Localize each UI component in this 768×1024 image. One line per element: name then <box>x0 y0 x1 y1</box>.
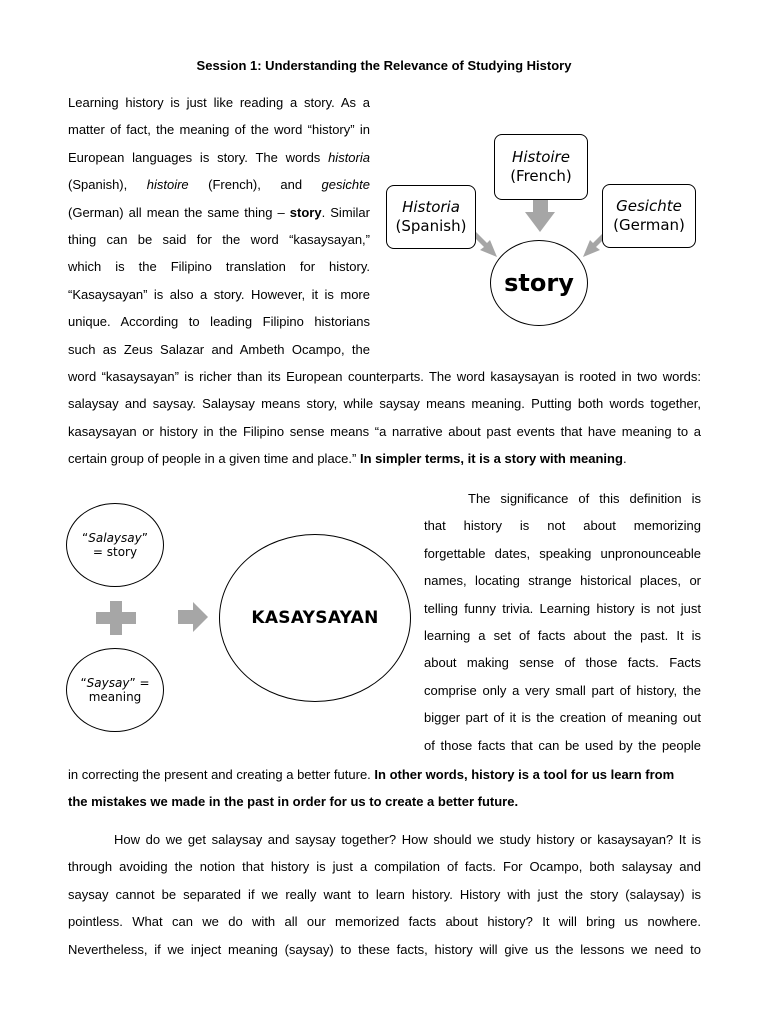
text-line: of those facts that can be used by the people <box>424 737 701 753</box>
text-line: certain group of people in a given time and place.” In simpler terms, it is a story with meaning. <box>68 451 627 467</box>
circle-kasaysayan: KASAYSAYAN <box>219 534 411 702</box>
text-line: thing can be said for the word “kasaysayan,” <box>68 232 370 248</box>
text-line: forgettable dates, speaking unpronounceable <box>424 545 701 561</box>
text-line: Nevertheless, if we inject meaning (saysay) to these facts, history will give us the lessons we need to <box>68 941 701 957</box>
paragraph-significance-continued <box>68 761 701 816</box>
text-line: word “kasaysayan” is richer than its European counterparts. The word kasaysayan is rooted in two words: <box>68 369 701 384</box>
box-historia-spanish: Historia (Spanish) <box>386 185 476 249</box>
circle-story: story <box>490 240 588 326</box>
text-line: “Kasaysayan” is also a story. However, it is more <box>68 286 370 302</box>
text-line: telling funny trivia. Learning history is not just <box>424 600 701 616</box>
box-gesichte-german: Gesichte (German) <box>602 184 696 248</box>
text-line: such as Zeus Salazar and Ambeth Ocampo, the <box>68 341 370 357</box>
text-line: (Spanish), histoire (French), and gesichte <box>68 177 370 193</box>
text-line: saysay cannot be separated if we really want to learn history. History with just the story (salaysay) is <box>68 886 701 902</box>
text-line: comprise only a very small part of history, the <box>424 682 701 698</box>
text-line: through avoiding the notion that history is just a compilation of facts. For Ocampo, both salaysay and <box>68 859 701 875</box>
text-line: pointless. What can we do with all our memorized facts about history? It will bring us nowhere. <box>68 914 701 930</box>
text-line: The significance of this definition is <box>468 491 701 506</box>
text-line: salaysay and saysay. Salaysay means story, while saysay means meaning. Putting both words together, <box>68 396 701 412</box>
text-line: the mistakes we made in the past in order for us to create a better future. <box>68 794 519 810</box>
text-line: names, locating strange historical places, or <box>424 573 701 589</box>
text-line: kasaysayan or history in the Filipino sense means “a narrative about past events that have meaning to a <box>68 423 701 439</box>
text-line: matter of fact, the meaning of the word “history” in <box>68 122 370 138</box>
text-line: in correcting the present and creating a better future. In other words, history is a tool for us learn from <box>68 767 675 782</box>
text-line: (German) all mean the same thing – story. Similar <box>68 204 370 220</box>
text-line: European languages is story. The words historia <box>68 149 370 165</box>
text-line: Learning history is just like reading a story. As a <box>68 95 370 110</box>
text-line: which is the Filipino translation for history. <box>68 259 370 275</box>
text-line: How do we get salaysay and saysay together? How should we study history or kasaysayan? It is <box>114 832 701 847</box>
paragraph-significance <box>424 485 701 759</box>
text-line: unique. According to leading Filipino historians <box>68 314 370 330</box>
circle-salaysay: “Salaysay” = story <box>66 503 164 587</box>
circle-saysay: “Saysay” = meaning <box>66 648 164 732</box>
box-histoire-french: Histoire (French) <box>494 134 588 200</box>
text-line: about making sense of those facts. Facts <box>424 655 701 671</box>
paragraph-salaysay-saysay <box>68 826 701 963</box>
page-title: Session 1: Understanding the Relevance of Studying History <box>196 58 572 73</box>
text-line: that history is not about memorizing <box>424 518 701 534</box>
text-line: learning a set of facts about the past. It is <box>424 628 701 644</box>
text-line: bigger part of it is the creation of meaning out <box>424 710 701 726</box>
arrow-right-icon <box>178 602 208 632</box>
